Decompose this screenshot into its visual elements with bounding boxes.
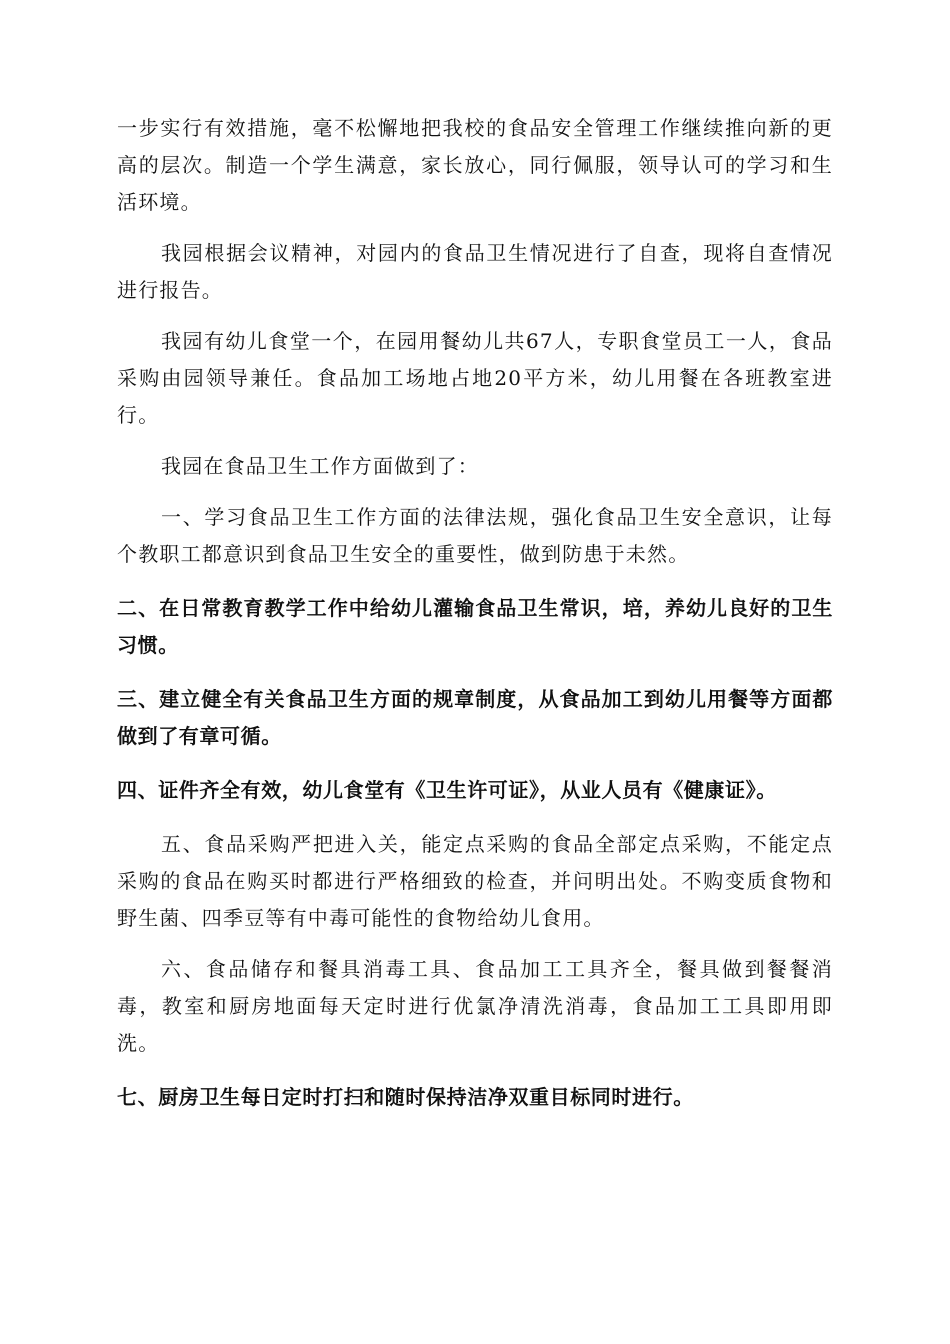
paragraph-canteen-overview: 我园有幼儿食堂一个，在园用餐幼儿共67人，专职食堂员工一人，食品采购由园领导兼任。食品加工场地占地20平方米，幼儿用餐在各班教室进行。	[117, 329, 833, 427]
paragraph-item-4: 四、证件齐全有效，幼儿食堂有《卫生许可证》，从业人员有《健康证》。	[117, 778, 777, 802]
paragraph-achievements-heading: 我园在食品卫生工作方面做到了：	[161, 454, 479, 478]
paragraph-item-1: 一、学习食品卫生工作方面的法律法规，强化食品卫生安全意识，让每个教职工都意识到食品卫生安全的重要性，做到防患于未然。	[117, 505, 833, 566]
paragraph-self-inspection-intro: 我园根据会议精神，对园内的食品卫生情况进行了自查，现将自查情况进行报告。	[117, 241, 833, 302]
paragraph-item-7: 七、厨房卫生每日定时打扫和随时保持洁净双重目标同时进行。	[117, 1085, 694, 1109]
document-page	[117, 110, 833, 1116]
paragraph-continuation: 一步实行有效措施，毫不松懈地把我校的食品安全管理工作继续推向新的更高的层次。制造一个学生满意，家长放心，同行佩服，领导认可的学习和生活环境。	[117, 116, 833, 214]
paragraph-item-3: 三、建立健全有关食品卫生方面的规章制度，从食品加工到幼儿用餐等方面都做到了有章可循。	[117, 687, 833, 748]
paragraph-item-5: 五、食品采购严把进入关，能定点采购的食品全部定点采购，不能定点采购的食品在购买时都进行严格细致的检查，并问明出处。不购变质食物和野生菌、四季豆等有中毒可能性的食物给幼儿食用。	[117, 832, 833, 930]
paragraph-item-6: 六、食品储存和餐具消毒工具、食品加工工具齐全，餐具做到餐餐消毒，教室和厨房地面每天定时进行优氯净清洗消毒，食品加工工具即用即洗。	[117, 957, 833, 1055]
paragraph-item-2: 二、在日常教育教学工作中给幼儿灌输食品卫生常识，培，养幼儿良好的卫生习惯。	[117, 596, 833, 657]
